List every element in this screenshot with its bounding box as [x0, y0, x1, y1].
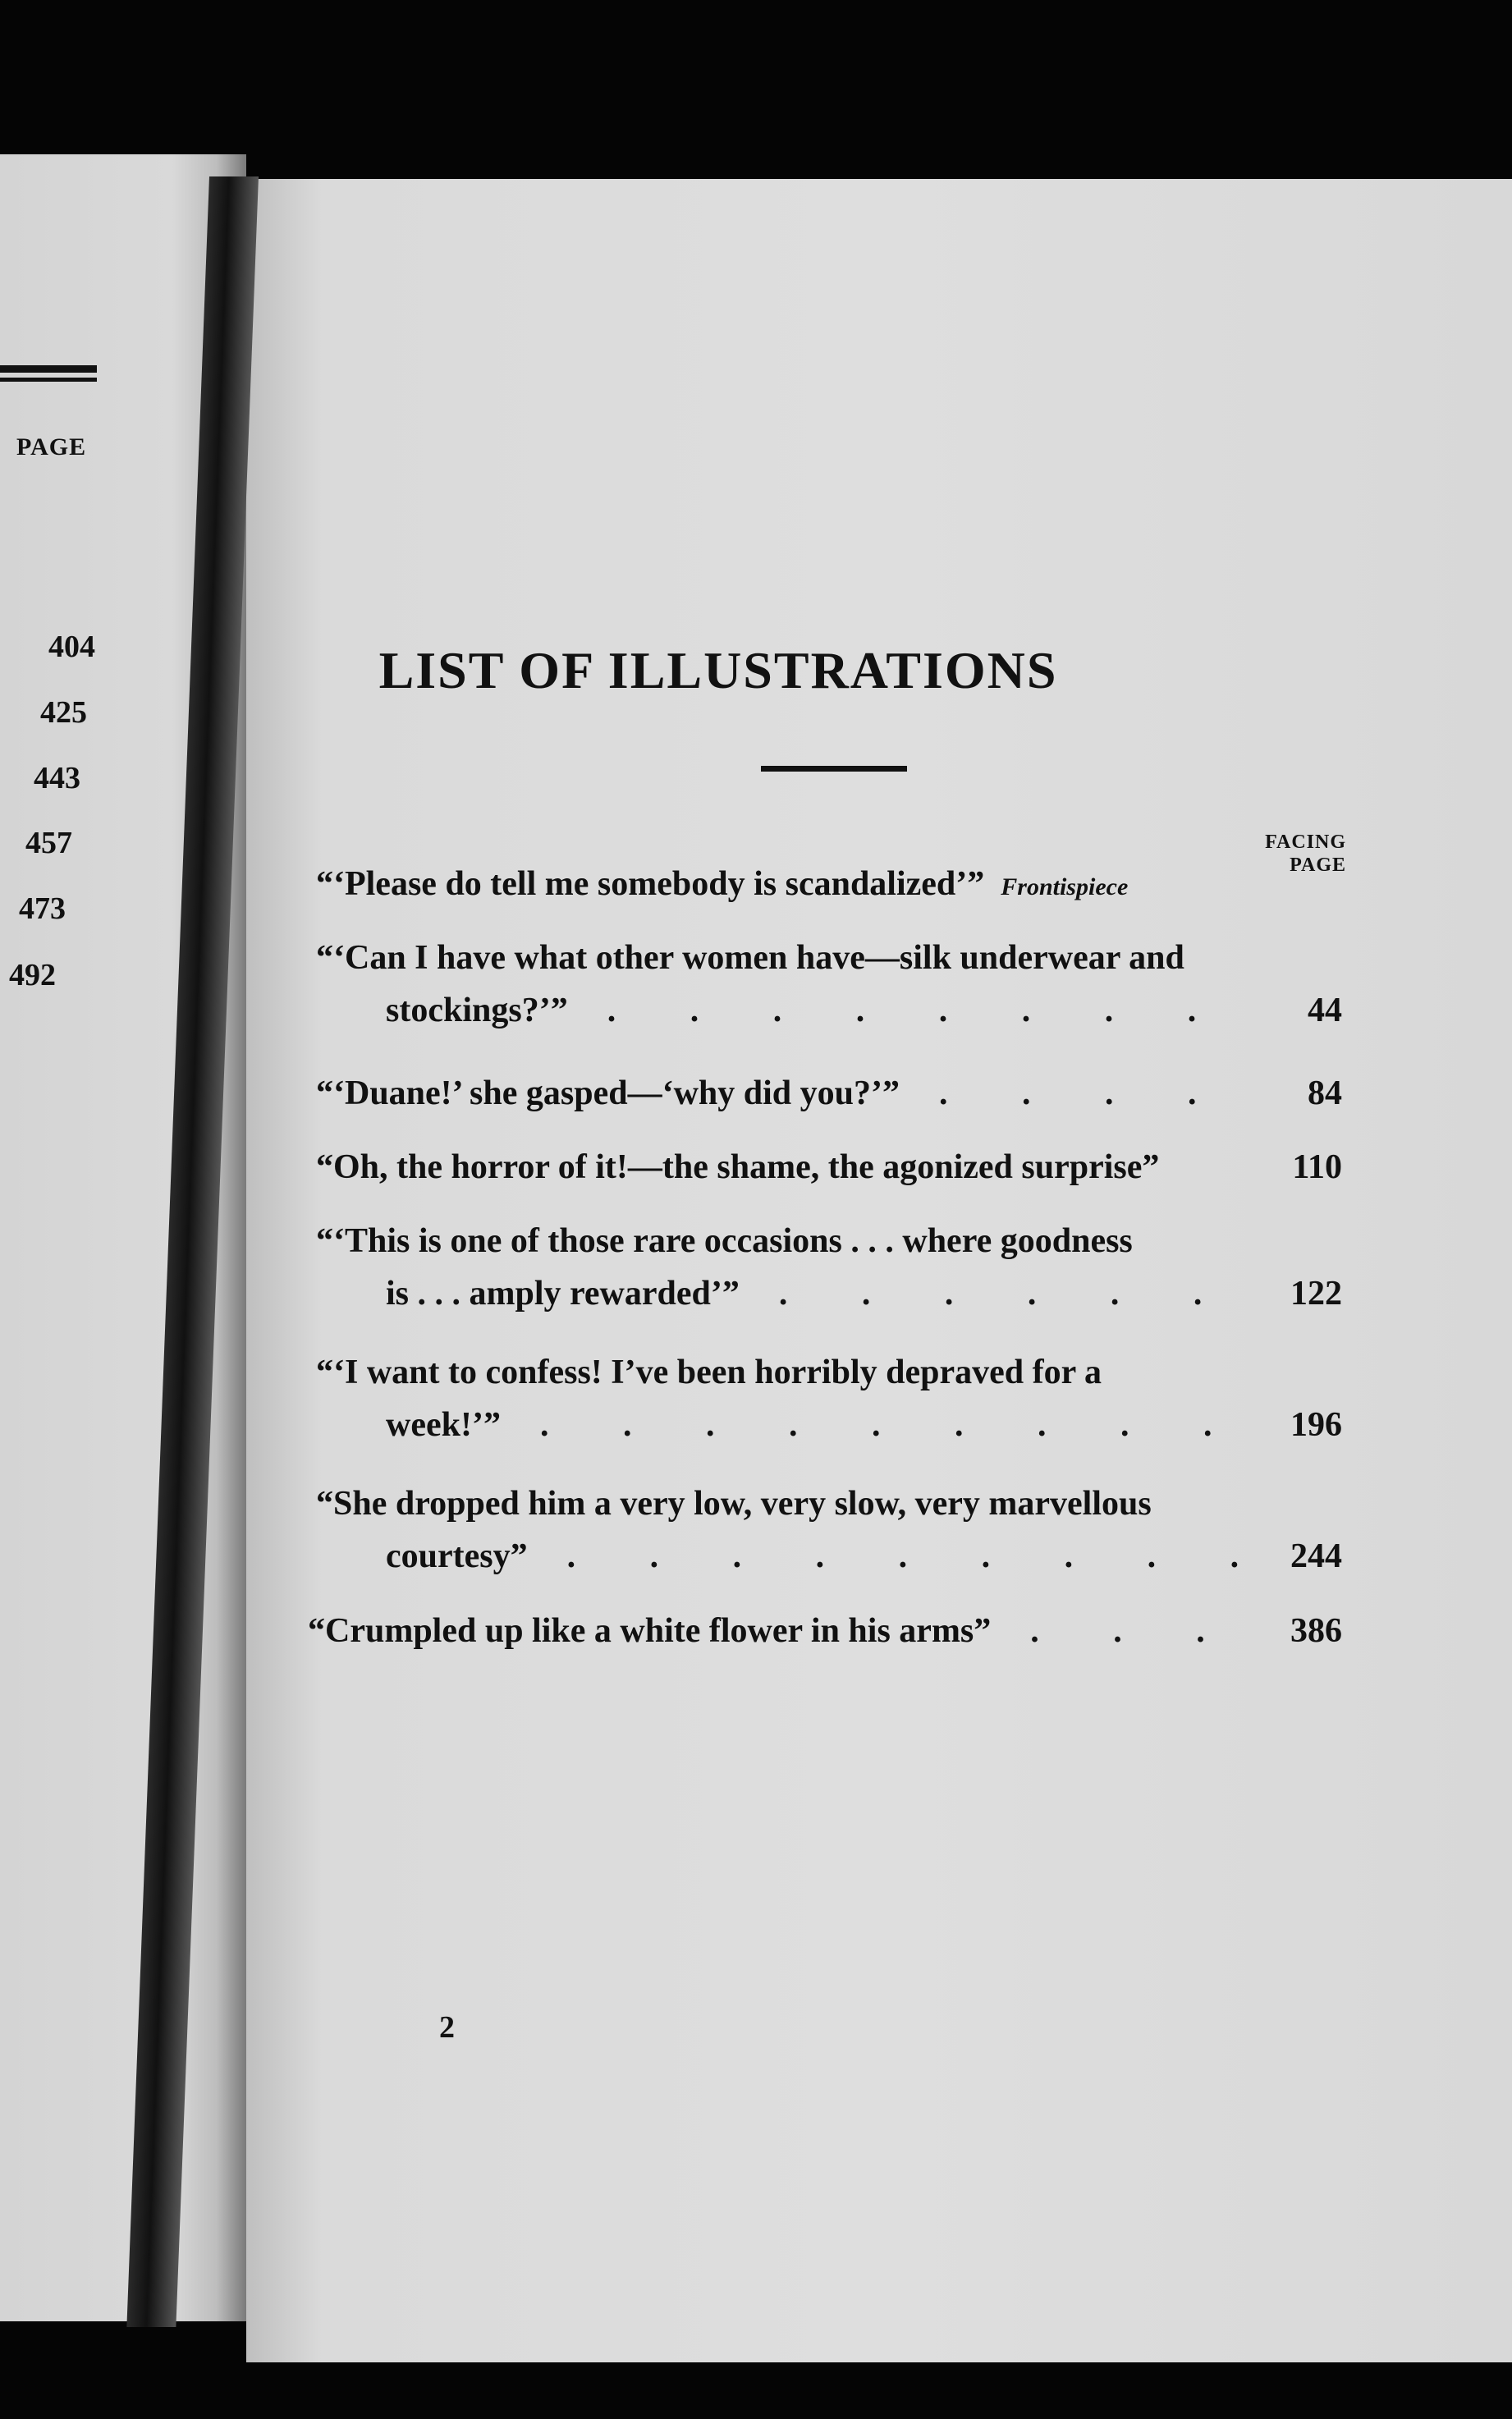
leader-dots [543, 1530, 1262, 1583]
entry-caption: “‘Please do tell me somebody is scandalized’” [316, 865, 985, 903]
title-rule [761, 766, 907, 772]
entry-caption: “She dropped him a very low, very slow, very marvellous [316, 1485, 1152, 1523]
left-page-number: 473 [19, 891, 66, 926]
entry-caption: “‘This is one of those rare occasions . . . where goodness [316, 1222, 1133, 1260]
illustration-entry [316, 1067, 1342, 1120]
entry-page: 386 [1290, 1612, 1342, 1650]
entry-caption-continued: is . . . amply rewarded’” [386, 1275, 740, 1313]
leader-dots [914, 1067, 1262, 1120]
illustration-entry [316, 932, 1342, 1037]
entry-caption: “Oh, the horror of it!—the shame, the agonized surprise” [316, 1148, 1160, 1186]
entry-page: 244 [1290, 1537, 1342, 1575]
left-page-number: 443 [34, 761, 80, 795]
facing-page-header: FACING PAGE [1265, 832, 1346, 876]
entry-caption: “‘Duane!’ she gasped—‘why did you?’” [316, 1074, 900, 1112]
entry-page: 122 [1290, 1275, 1342, 1313]
illustration-entry [316, 1478, 1342, 1583]
left-page-column-header: PAGE [16, 433, 87, 460]
entry-caption-continued: stockings?’” [386, 992, 568, 1029]
entry-caption-continued: courtesy” [386, 1537, 528, 1575]
leader-dots [515, 1399, 1262, 1451]
entry-page: 44 [1308, 992, 1342, 1029]
page-number: 2 [439, 2010, 455, 2045]
page-title: LIST OF ILLUSTRATIONS [378, 641, 1058, 699]
left-page-number: 492 [9, 958, 56, 992]
leader-dots [754, 1267, 1262, 1320]
illustration-entry [308, 1605, 1342, 1657]
left-page-number: 457 [25, 826, 72, 860]
entry-page: 196 [1290, 1406, 1342, 1444]
illustration-entry [316, 1346, 1342, 1451]
entry-page: Frontispiece [1001, 873, 1129, 900]
leader-dots [1006, 1605, 1262, 1657]
header-rule [0, 365, 97, 373]
left-page-number: 404 [48, 630, 95, 664]
illustration-entry [316, 1141, 1342, 1193]
header-rule [0, 378, 97, 382]
entry-page: 110 [1292, 1148, 1342, 1186]
entry-caption: “Crumpled up like a white flower in his arms” [308, 1612, 992, 1650]
entry-caption: “‘I want to confess! I’ve been horribly depraved for a [316, 1354, 1102, 1391]
illustration-entry [316, 858, 1342, 914]
leader-dots [583, 984, 1262, 1037]
illustration-entry [316, 1215, 1342, 1320]
left-page-number: 425 [40, 695, 87, 730]
entry-page: 84 [1308, 1074, 1342, 1112]
entry-caption-continued: week!’” [386, 1406, 501, 1444]
entry-caption: “‘Can I have what other women have—silk underwear and [316, 939, 1184, 977]
